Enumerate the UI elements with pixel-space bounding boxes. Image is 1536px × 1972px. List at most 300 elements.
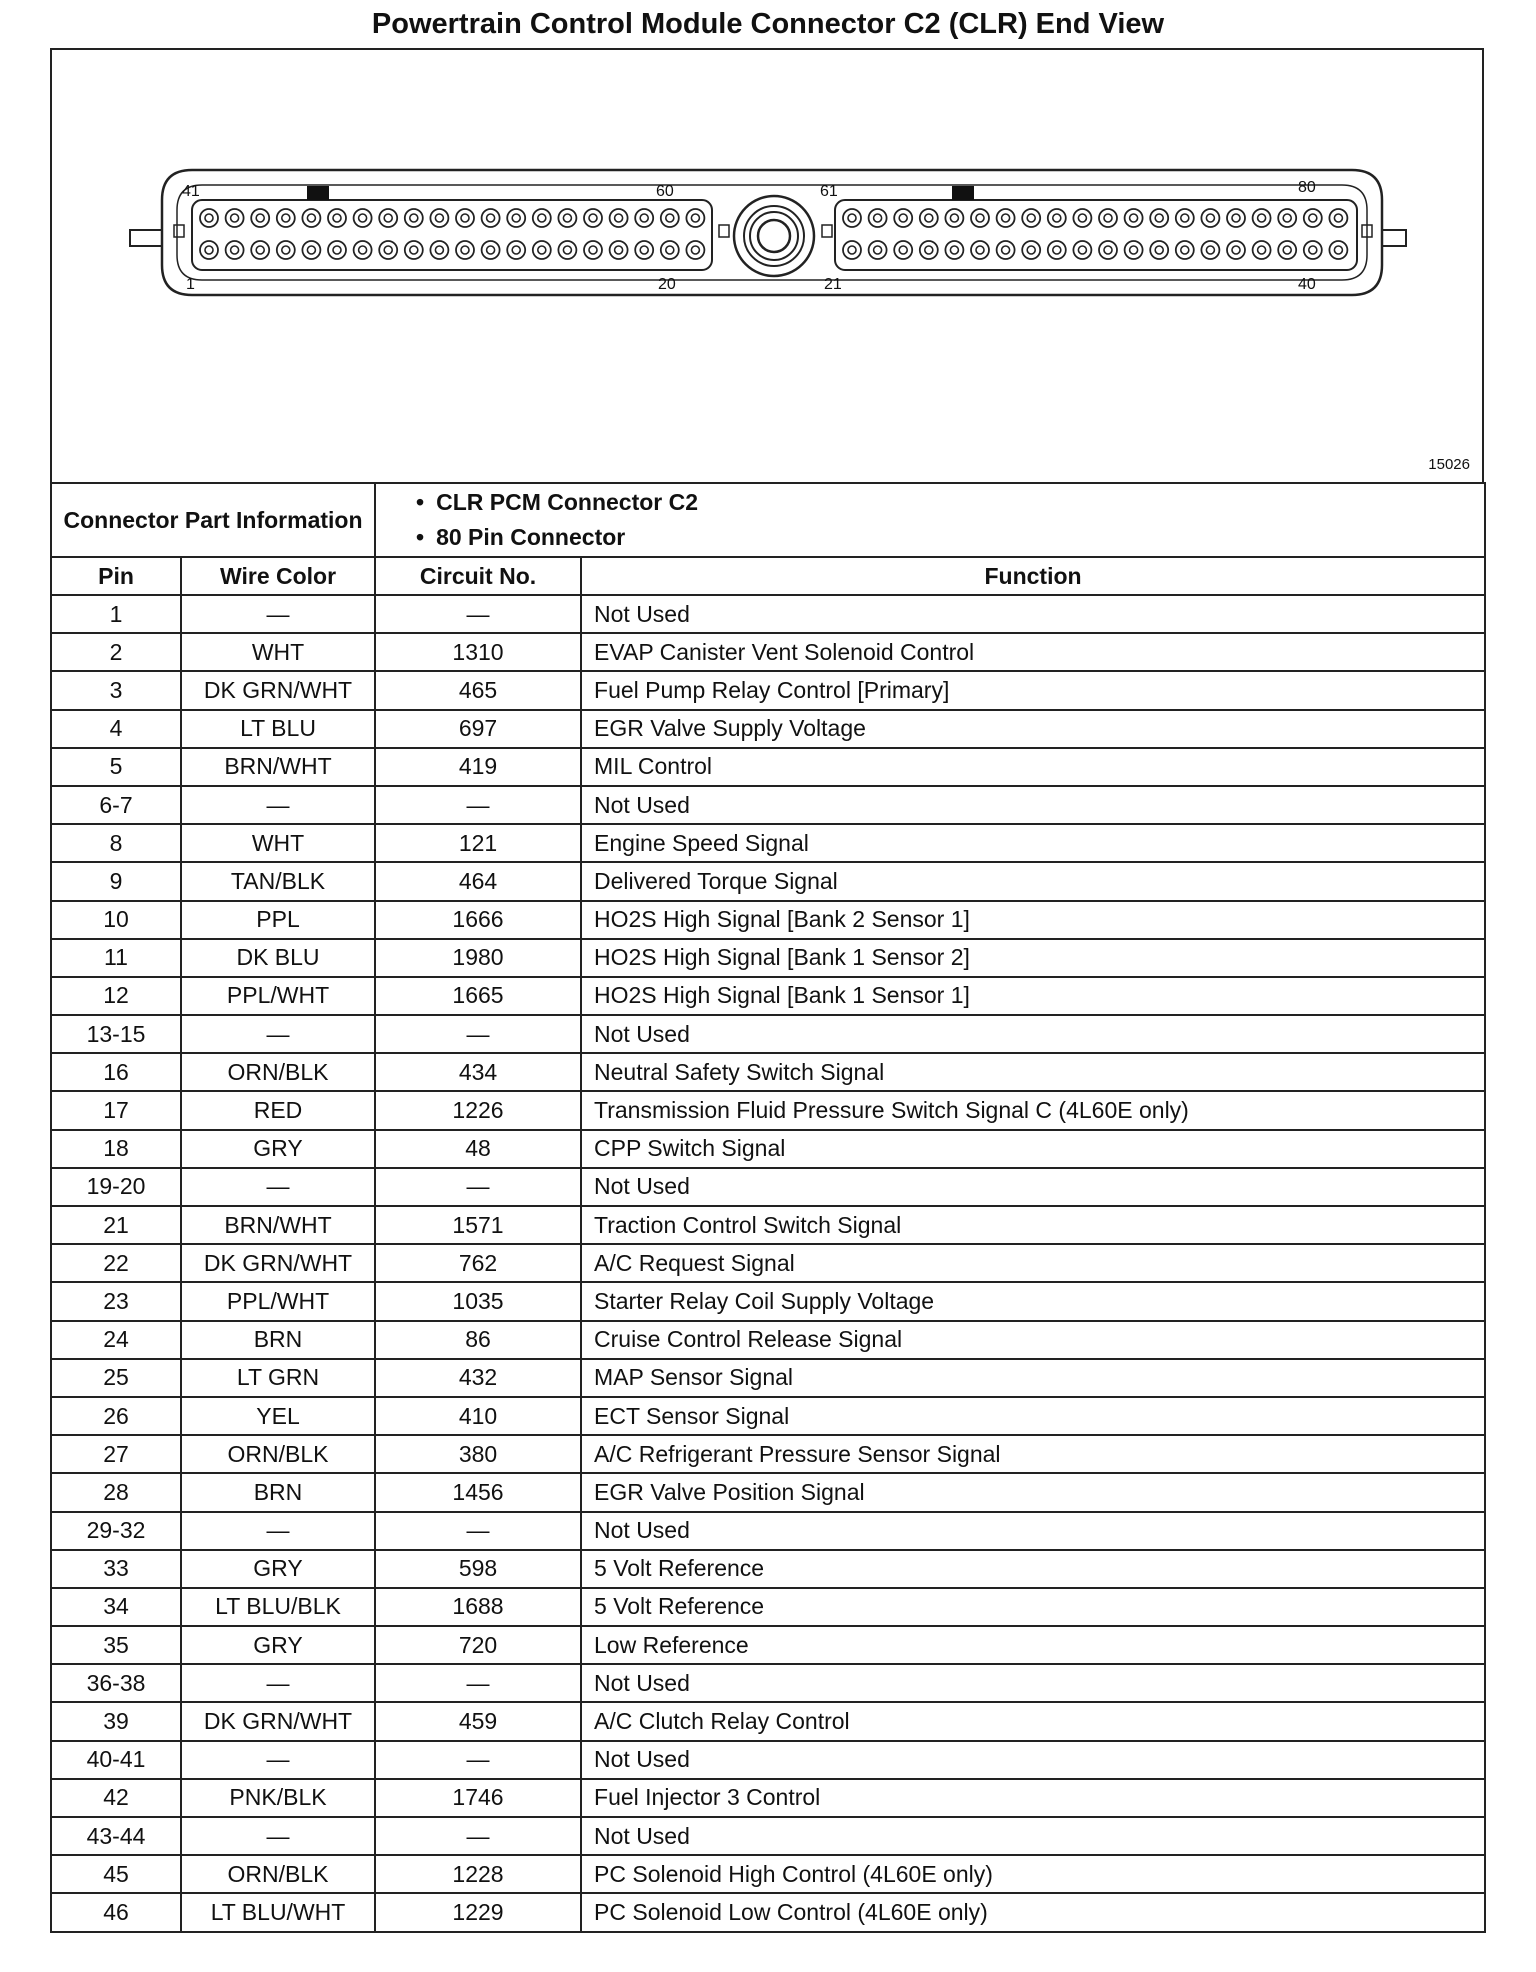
- circuit-cell: 465: [375, 671, 581, 709]
- center-bolt-core: [758, 220, 790, 252]
- circuit-cell: 1310: [375, 633, 581, 671]
- circuit-cell: 121: [375, 824, 581, 862]
- pin-socket-center: [899, 214, 907, 222]
- function-cell: 5 Volt Reference: [581, 1588, 1485, 1626]
- function-cell: Not Used: [581, 1512, 1485, 1550]
- pin-socket-center: [461, 246, 469, 254]
- function-cell: Delivered Torque Signal: [581, 862, 1485, 900]
- table-row: [51, 939, 1485, 977]
- pin-socket-center: [666, 246, 674, 254]
- pin-socket: [661, 209, 679, 227]
- function-cell: Transmission Fluid Pressure Switch Signal C (4L60E only): [581, 1091, 1485, 1129]
- pin-socket-center: [1155, 214, 1163, 222]
- pin-socket: [686, 241, 704, 259]
- pin-socket-center: [589, 246, 597, 254]
- pin-socket: [405, 209, 423, 227]
- pin-socket-center: [256, 246, 264, 254]
- connector-end-view-svg: [52, 50, 1486, 484]
- pin-socket: [200, 241, 218, 259]
- table-row: [51, 1168, 1485, 1206]
- wire-color-cell: ORN/BLK: [181, 1435, 375, 1473]
- figure-id: 15026: [1428, 456, 1470, 473]
- pin-socket: [379, 209, 397, 227]
- pin-socket: [430, 241, 448, 259]
- table-row: [51, 595, 1485, 633]
- pin-socket: [533, 209, 551, 227]
- function-cell: Neutral Safety Switch Signal: [581, 1053, 1485, 1091]
- pin-socket-center: [589, 214, 597, 222]
- table-row: [51, 1702, 1485, 1740]
- pin-label-61: 61: [820, 183, 838, 200]
- circuit-cell: 459: [375, 1702, 581, 1740]
- pin-socket-center: [640, 246, 648, 254]
- pin-socket: [635, 209, 653, 227]
- pin-socket: [1227, 241, 1245, 259]
- wire-color-cell: GRY: [181, 1130, 375, 1168]
- function-cell: A/C Request Signal: [581, 1244, 1485, 1282]
- wire-color-cell: —: [181, 1664, 375, 1702]
- pin-socket: [997, 209, 1015, 227]
- circuit-cell: 762: [375, 1244, 581, 1282]
- pin-label-21: 21: [824, 276, 842, 293]
- table-row: [51, 1741, 1485, 1779]
- wire-color-cell: —: [181, 595, 375, 633]
- pin-socket-center: [461, 214, 469, 222]
- circuit-cell: —: [375, 1512, 581, 1550]
- circuit-cell: 1228: [375, 1855, 581, 1893]
- pin-cell: 28: [51, 1473, 181, 1511]
- table-row: [51, 786, 1485, 824]
- pin-socket-center: [615, 246, 623, 254]
- pin-socket: [1125, 209, 1143, 227]
- pin-socket-center: [848, 214, 856, 222]
- center-bolt-outer: [734, 196, 814, 276]
- wire-color-cell: WHT: [181, 633, 375, 671]
- circuit-cell: 1665: [375, 977, 581, 1015]
- circuit-cell: —: [375, 1015, 581, 1053]
- pin-socket: [226, 209, 244, 227]
- pin-socket-center: [1258, 214, 1266, 222]
- function-cell: 5 Volt Reference: [581, 1550, 1485, 1588]
- circuit-cell: 434: [375, 1053, 581, 1091]
- pin-cell: 21: [51, 1206, 181, 1244]
- pin-socket-center: [925, 246, 933, 254]
- wire-color-cell: ORN/BLK: [181, 1855, 375, 1893]
- pin-cell: 36-38: [51, 1664, 181, 1702]
- function-cell: Starter Relay Coil Supply Voltage: [581, 1282, 1485, 1320]
- pin-socket: [558, 241, 576, 259]
- pin-socket-center: [435, 214, 443, 222]
- pin-cell: 22: [51, 1244, 181, 1282]
- pin-socket-center: [1155, 246, 1163, 254]
- pin-socket-center: [666, 214, 674, 222]
- pin-socket: [226, 241, 244, 259]
- pin-socket: [1048, 241, 1066, 259]
- pin-socket: [661, 241, 679, 259]
- circuit-cell: 1666: [375, 901, 581, 939]
- table-row: [51, 1664, 1485, 1702]
- function-cell: Not Used: [581, 595, 1485, 633]
- function-cell: Not Used: [581, 1015, 1485, 1053]
- pin-cell: 6-7: [51, 786, 181, 824]
- pin-socket: [610, 209, 628, 227]
- pin-socket-center: [410, 246, 418, 254]
- part-info-cell: [375, 483, 1485, 557]
- pin-cell: 18: [51, 1130, 181, 1168]
- pin-label-20: 20: [658, 276, 676, 293]
- pin-socket: [277, 241, 295, 259]
- pin-cell: 13-15: [51, 1015, 181, 1053]
- function-cell: Fuel Injector 3 Control: [581, 1779, 1485, 1817]
- pin-cell: 27: [51, 1435, 181, 1473]
- pin-label-60: 60: [656, 183, 674, 200]
- table-row: [51, 1282, 1485, 1320]
- pin-socket: [1073, 209, 1091, 227]
- pin-socket-center: [1130, 214, 1138, 222]
- part-info-label: Connector Part Information: [51, 483, 375, 557]
- pin-socket-center: [1309, 214, 1317, 222]
- pin-socket: [1329, 241, 1347, 259]
- function-cell: Not Used: [581, 1664, 1485, 1702]
- pin-cell: 12: [51, 977, 181, 1015]
- latch-right: [1382, 230, 1406, 246]
- part-info-item: • 80 Pin Connector: [416, 520, 1484, 555]
- pin-socket-center: [538, 246, 546, 254]
- pin-socket: [302, 241, 320, 259]
- pin-socket-center: [538, 214, 546, 222]
- wire-color-cell: LT GRN: [181, 1359, 375, 1397]
- table-row: [51, 1321, 1485, 1359]
- pin-socket-center: [359, 214, 367, 222]
- pin-socket: [869, 241, 887, 259]
- circuit-cell: 720: [375, 1626, 581, 1664]
- pin-socket: [1073, 241, 1091, 259]
- table-row: [51, 824, 1485, 862]
- part-info-item: • CLR PCM Connector C2: [416, 485, 1484, 520]
- table-row: [51, 748, 1485, 786]
- pin-socket-center: [925, 214, 933, 222]
- wire-color-cell: RED: [181, 1091, 375, 1129]
- col-header-function: Function: [581, 557, 1485, 595]
- table-row: [51, 1206, 1485, 1244]
- pin-socket: [971, 209, 989, 227]
- pinout-table: [50, 482, 1486, 1933]
- pin-socket-center: [1002, 246, 1010, 254]
- table-header-row: [51, 557, 1485, 595]
- function-cell: MAP Sensor Signal: [581, 1359, 1485, 1397]
- circuit-cell: 432: [375, 1359, 581, 1397]
- part-info-row: [51, 483, 1485, 557]
- pin-label-41: 41: [182, 183, 200, 200]
- circuit-cell: 1571: [375, 1206, 581, 1244]
- col-header-pin: Pin: [51, 557, 181, 595]
- pin-socket: [1176, 241, 1194, 259]
- pin-socket-center: [307, 214, 315, 222]
- circuit-cell: —: [375, 1168, 581, 1206]
- pin-socket-center: [950, 214, 958, 222]
- pin-cell: 2: [51, 633, 181, 671]
- pin-cell: 8: [51, 824, 181, 862]
- pin-socket-center: [848, 246, 856, 254]
- function-cell: HO2S High Signal [Bank 1 Sensor 2]: [581, 939, 1485, 977]
- connector-diagram: [50, 48, 1484, 482]
- pin-socket-center: [384, 246, 392, 254]
- pin-socket: [1099, 241, 1117, 259]
- function-cell: Traction Control Switch Signal: [581, 1206, 1485, 1244]
- pin-cell: 23: [51, 1282, 181, 1320]
- wire-color-cell: —: [181, 1015, 375, 1053]
- function-cell: HO2S High Signal [Bank 1 Sensor 1]: [581, 977, 1485, 1015]
- pin-socket: [843, 241, 861, 259]
- pin-socket: [328, 209, 346, 227]
- wire-color-cell: BRN/WHT: [181, 1206, 375, 1244]
- pin-socket: [584, 241, 602, 259]
- function-cell: Cruise Control Release Signal: [581, 1321, 1485, 1359]
- pin-socket-center: [1104, 214, 1112, 222]
- wire-color-cell: —: [181, 1741, 375, 1779]
- circuit-cell: 1980: [375, 939, 581, 977]
- pin-socket-center: [691, 246, 699, 254]
- pin-socket-center: [307, 246, 315, 254]
- circuit-cell: 1229: [375, 1893, 581, 1931]
- pin-socket: [456, 241, 474, 259]
- pin-cell: 11: [51, 939, 181, 977]
- function-cell: EVAP Canister Vent Solenoid Control: [581, 633, 1485, 671]
- function-cell: Not Used: [581, 1168, 1485, 1206]
- circuit-cell: 419: [375, 748, 581, 786]
- pin-socket-center: [1078, 246, 1086, 254]
- pin-socket: [354, 209, 372, 227]
- circuit-cell: 1746: [375, 1779, 581, 1817]
- pin-label-1: 1: [186, 276, 195, 293]
- circuit-cell: —: [375, 1817, 581, 1855]
- pin-socket: [686, 209, 704, 227]
- pin-cell: 1: [51, 595, 181, 633]
- circuit-cell: —: [375, 1741, 581, 1779]
- pin-socket-center: [359, 246, 367, 254]
- circuit-cell: 86: [375, 1321, 581, 1359]
- pin-socket: [1304, 209, 1322, 227]
- function-cell: Low Reference: [581, 1626, 1485, 1664]
- table-row: [51, 1779, 1485, 1817]
- pin-cell: 10: [51, 901, 181, 939]
- pin-socket-center: [1181, 246, 1189, 254]
- table-row: [51, 1893, 1485, 1931]
- pin-cell: 25: [51, 1359, 181, 1397]
- pin-cell: 9: [51, 862, 181, 900]
- pin-cell: 40-41: [51, 1741, 181, 1779]
- pin-socket-center: [1053, 214, 1061, 222]
- pin-socket-center: [899, 246, 907, 254]
- wire-color-cell: ORN/BLK: [181, 1053, 375, 1091]
- pin-socket: [277, 209, 295, 227]
- pin-socket: [1150, 241, 1168, 259]
- table-row: [51, 901, 1485, 939]
- table-row: [51, 977, 1485, 1015]
- pin-label-80: 80: [1298, 179, 1316, 196]
- pin-cell: 5: [51, 748, 181, 786]
- pin-block-left: [192, 200, 712, 270]
- pin-socket-center: [512, 246, 520, 254]
- pin-cell: 39: [51, 1702, 181, 1740]
- pin-socket: [1304, 241, 1322, 259]
- function-cell: EGR Valve Supply Voltage: [581, 710, 1485, 748]
- wire-color-cell: PPL: [181, 901, 375, 939]
- pin-socket-center: [333, 246, 341, 254]
- wire-color-cell: —: [181, 1512, 375, 1550]
- table-row: [51, 1435, 1485, 1473]
- center-bolt-ring: [744, 206, 804, 266]
- pin-socket-center: [874, 246, 882, 254]
- pin-cell: 4: [51, 710, 181, 748]
- wire-color-cell: TAN/BLK: [181, 862, 375, 900]
- pin-socket-center: [231, 246, 239, 254]
- page-title: Powertrain Control Module Connector C2 (CLR) End View: [371, 8, 1165, 40]
- pin-socket-center: [1002, 214, 1010, 222]
- pin-socket-center: [1206, 246, 1214, 254]
- pin-cell: 34: [51, 1588, 181, 1626]
- latch-left: [130, 230, 162, 246]
- wire-color-cell: BRN: [181, 1321, 375, 1359]
- pin-socket: [635, 241, 653, 259]
- key-notch-left: [174, 225, 184, 237]
- pin-socket: [997, 241, 1015, 259]
- pin-socket: [1201, 209, 1219, 227]
- wire-color-cell: GRY: [181, 1550, 375, 1588]
- wire-color-cell: BRN/WHT: [181, 748, 375, 786]
- pin-socket-center: [333, 214, 341, 222]
- wire-color-cell: LT BLU/BLK: [181, 1588, 375, 1626]
- pin-cell: 3: [51, 671, 181, 709]
- wire-color-cell: BRN: [181, 1473, 375, 1511]
- pin-socket: [1227, 209, 1245, 227]
- wire-color-cell: PPL/WHT: [181, 1282, 375, 1320]
- circuit-cell: 48: [375, 1130, 581, 1168]
- pin-socket: [1329, 209, 1347, 227]
- pin-socket-center: [487, 214, 495, 222]
- key-notch-mid-left: [719, 225, 729, 237]
- pin-socket: [920, 209, 938, 227]
- wire-color-cell: DK GRN/WHT: [181, 671, 375, 709]
- table-row: [51, 1588, 1485, 1626]
- pin-cell: 19-20: [51, 1168, 181, 1206]
- function-cell: EGR Valve Position Signal: [581, 1473, 1485, 1511]
- pin-socket: [1022, 241, 1040, 259]
- key-notch-mid-right: [822, 225, 832, 237]
- pin-socket: [1278, 209, 1296, 227]
- pin-socket-center: [282, 214, 290, 222]
- pin-cell: 17: [51, 1091, 181, 1129]
- pin-cell: 29-32: [51, 1512, 181, 1550]
- pin-socket-center: [1181, 214, 1189, 222]
- pin-socket-center: [384, 214, 392, 222]
- pin-socket: [843, 209, 861, 227]
- key-right: [952, 186, 974, 200]
- circuit-cell: —: [375, 595, 581, 633]
- pin-socket-center: [435, 246, 443, 254]
- wire-color-cell: DK GRN/WHT: [181, 1702, 375, 1740]
- pin-socket: [507, 209, 525, 227]
- table-row: [51, 1359, 1485, 1397]
- pin-socket: [1201, 241, 1219, 259]
- pin-cell: 45: [51, 1855, 181, 1893]
- pin-cell: 16: [51, 1053, 181, 1091]
- circuit-cell: 410: [375, 1397, 581, 1435]
- pin-socket: [1048, 209, 1066, 227]
- pin-socket-center: [282, 246, 290, 254]
- pin-socket: [894, 209, 912, 227]
- key-left: [307, 186, 329, 200]
- pin-socket: [1125, 241, 1143, 259]
- function-cell: A/C Refrigerant Pressure Sensor Signal: [581, 1435, 1485, 1473]
- table-row: [51, 1015, 1485, 1053]
- pin-block-right: [835, 200, 1357, 270]
- part-info-list: [376, 485, 1484, 555]
- circuit-cell: 697: [375, 710, 581, 748]
- table-row: [51, 1473, 1485, 1511]
- function-cell: A/C Clutch Relay Control: [581, 1702, 1485, 1740]
- pin-socket-center: [640, 214, 648, 222]
- pin-socket-center: [1104, 246, 1112, 254]
- pin-cell: 35: [51, 1626, 181, 1664]
- table-row: [51, 1550, 1485, 1588]
- circuit-cell: 464: [375, 862, 581, 900]
- pin-socket-center: [1232, 246, 1240, 254]
- table-row: [51, 710, 1485, 748]
- pin-socket-center: [950, 246, 958, 254]
- pin-cell: 46: [51, 1893, 181, 1931]
- pin-socket: [920, 241, 938, 259]
- function-cell: MIL Control: [581, 748, 1485, 786]
- pin-socket-center: [1027, 214, 1035, 222]
- table-row: [51, 1130, 1485, 1168]
- pin-socket: [302, 209, 320, 227]
- wire-color-cell: LT BLU: [181, 710, 375, 748]
- wire-color-cell: GRY: [181, 1626, 375, 1664]
- wire-color-cell: DK BLU: [181, 939, 375, 977]
- pin-socket-center: [976, 246, 984, 254]
- circuit-cell: 1035: [375, 1282, 581, 1320]
- pin-socket: [328, 241, 346, 259]
- circuit-cell: 380: [375, 1435, 581, 1473]
- circuit-cell: 1456: [375, 1473, 581, 1511]
- pin-socket-center: [1053, 246, 1061, 254]
- col-header-wire-color: Wire Color: [181, 557, 375, 595]
- circuit-cell: 1688: [375, 1588, 581, 1626]
- pin-socket-center: [410, 214, 418, 222]
- table-row: [51, 862, 1485, 900]
- function-cell: Not Used: [581, 1741, 1485, 1779]
- pin-cell: 42: [51, 1779, 181, 1817]
- wire-color-cell: —: [181, 1168, 375, 1206]
- pin-socket-center: [1130, 246, 1138, 254]
- pin-socket: [1099, 209, 1117, 227]
- function-cell: Not Used: [581, 786, 1485, 824]
- pin-socket: [251, 209, 269, 227]
- wire-color-cell: PPL/WHT: [181, 977, 375, 1015]
- pin-cell: 26: [51, 1397, 181, 1435]
- pin-cell: 43-44: [51, 1817, 181, 1855]
- table-row: [51, 633, 1485, 671]
- pin-socket-center: [691, 214, 699, 222]
- pin-cell: 24: [51, 1321, 181, 1359]
- pin-socket: [533, 241, 551, 259]
- pin-socket: [945, 209, 963, 227]
- wire-color-cell: DK GRN/WHT: [181, 1244, 375, 1282]
- wire-color-cell: YEL: [181, 1397, 375, 1435]
- pin-socket-center: [487, 246, 495, 254]
- wire-color-cell: —: [181, 786, 375, 824]
